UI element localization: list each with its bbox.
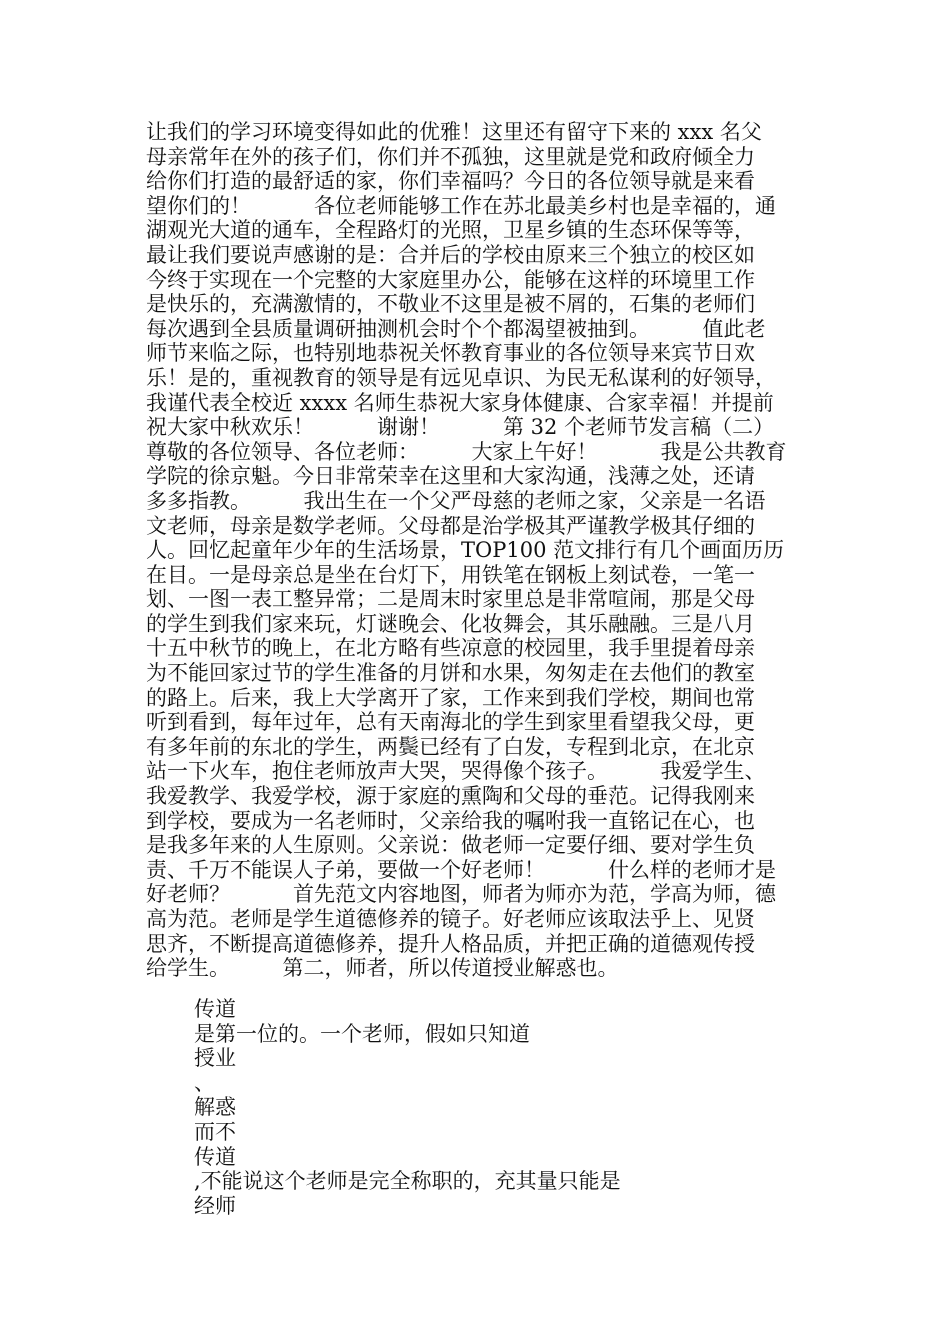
text-line: 为不能回家过节的学生准备的月饼和水果，匆匆走在去他们的教室: [146, 661, 755, 686]
text-line: 乐！是的，重视教育的领导是有远见卓识、为民无私谋利的好领导，: [146, 365, 776, 390]
text-line: 祝大家中秋欢乐！ 谢谢！ 第 32 个老师节发言稿（二）: [146, 415, 775, 440]
text-line: 责、千万不能误人子弟，要做一个好老师！ 什么样的老师才是: [146, 857, 776, 882]
text-line: 高为范。老师是学生道德修养的镜子。好老师应该取法乎上、见贤: [146, 907, 755, 931]
fragment-line: 传道: [194, 1144, 236, 1169]
fragment-line: 是第一位的。一个老师，假如只知道: [194, 1021, 530, 1046]
text-line: 站一下火车，抱住老师放声大哭，哭得像个孩子。 我爱学生、: [146, 759, 766, 784]
text-line: 多多指教。 我出生在一个父严母慈的老师之家，父亲是一名语: [146, 488, 766, 513]
text-line: 有多年前的东北的学生，两鬓已经有了白发，专程到北京，在北京: [146, 734, 755, 759]
text-line: 到学校，要成为一名老师时，父亲给我的嘱咐我一直铭记在心，也: [146, 808, 755, 833]
fragment-line: 解惑: [194, 1095, 236, 1120]
text-line: 母亲常年在外的孩子们，你们并不孤独，这里就是党和政府倾全力: [146, 144, 755, 169]
text-line: 在目。一是母亲总是坐在台灯下，用铁笔在钢板上刻试卷，一笔一: [146, 562, 755, 587]
text-line: 今终于实现在一个完整的大家庭里办公，能够在这样的环境里工作: [146, 267, 755, 292]
text-line: 最让我们要说声感谢的是：合并后的学校由原来三个独立的校区如: [146, 242, 755, 267]
text-line: 听到看到，每年过年，总有天南海北的学生到家里看望我父母，更: [146, 710, 755, 735]
text-line: 师节来临之际，也特别地恭祝关怀教育事业的各位领导来宾节日欢: [146, 341, 755, 366]
text-line: 是我多年来的人生原则。父亲说：做老师一定要仔细、要对学生负: [146, 833, 755, 858]
text-line: 望你们的！ 各位老师能够工作在苏北最美乡村也是幸福的，通: [146, 193, 776, 218]
text-line: 的路上。后来，我上大学离开了家，工作来到我们学校，期间也常: [146, 685, 755, 710]
text-line: 的学生到我们家来玩，灯谜晚会、化妆舞会，其乐融融。三是八月: [146, 611, 755, 636]
text-line: 湖观光大道的通车，全程路灯的光照，卫星乡镇的生态环保等等，: [146, 218, 755, 243]
text-line: 给学生。 第二，师者，所以传道授业解惑也。: [146, 956, 619, 981]
text-line: 是快乐的，充满激情的，不敬业不这里是被不屑的，石集的老师们: [146, 292, 755, 317]
fragment-line: 传道: [194, 997, 236, 1021]
text-line: 十五中秋节的晚上，在北方略有些凉意的校园里，我手里提着母亲: [146, 636, 755, 661]
text-line: 尊敬的各位领导、各位老师： 大家上午好！ 我是公共教育: [146, 439, 787, 464]
fragment-line: ,不能说这个老师是完全称职的，充其量只能是: [194, 1169, 621, 1194]
text-line: 划、一图一表工整异常；二是周末时家里总是非常喧闹，那是父母: [146, 587, 755, 612]
document-fragment-lines: [194, 997, 794, 1218]
document-body-paragraph: [146, 120, 816, 981]
text-line: 给你们打造的最舒适的家，你们幸福吗？今日的各位领导就是来看: [146, 169, 755, 194]
text-line: 让我们的学习环境变得如此的优雅！这里还有留守下来的 xxx 名父: [146, 120, 762, 144]
text-line: 思齐，不断提高道德修养，提升人格品质，并把正确的道德观传授: [146, 931, 755, 956]
fragment-line: 而不: [194, 1119, 236, 1144]
fragment-line: 、: [194, 1070, 215, 1095]
fragment-line: 经师: [194, 1193, 236, 1218]
text-line: 学院的徐京魁。今日非常荣幸在这里和大家沟通，浅薄之处，还请: [146, 464, 755, 489]
text-line: 我爱教学、我爱学校，源于家庭的熏陶和父母的垂范。记得我刚来: [146, 784, 755, 809]
text-line: 好老师？ 首先范文内容地图，师者为师亦为范，学高为师，德: [146, 882, 776, 907]
text-line: 人。回忆起童年少年的生活场景，TOP100 范文排行有几个画面历历: [146, 538, 785, 563]
text-line: 我谨代表全校近 xxxx 名师生恭祝大家身体健康、合家幸福！并提前: [146, 390, 774, 415]
fragment-line: 授业: [194, 1046, 236, 1071]
text-line: 每次遇到全县质量调研抽测机会时个个都渴望被抽到。 值此老: [146, 316, 766, 341]
text-line: 文老师，母亲是数学老师。父母都是治学极其严谨教学极其仔细的: [146, 513, 755, 538]
